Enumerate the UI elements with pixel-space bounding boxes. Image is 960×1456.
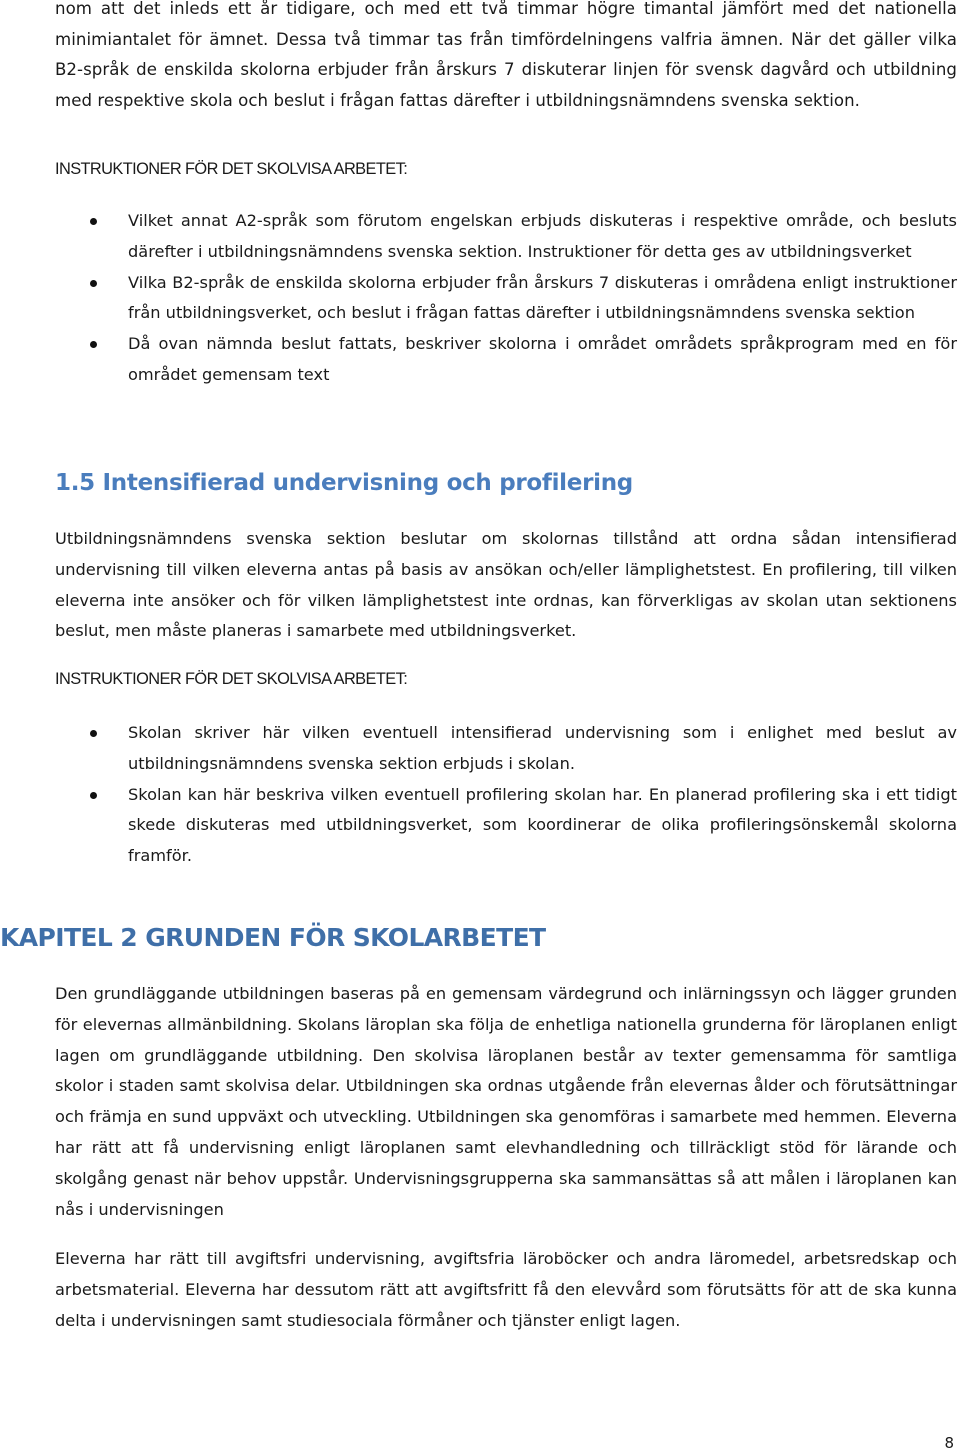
list-item-text: Skolan kan här beskriva vilken eventuell profilering skolan har. En planerad profilering ska i ett tidigt skede diskuteras med utbildningsverket, som koordinerar de olika profileringsönskemål skolorna framför. <box>128 784 957 866</box>
instructions-list-2 <box>55 718 957 872</box>
list-item <box>55 268 957 330</box>
bullet-icon <box>90 341 97 348</box>
chapter-paragraph-2: Eleverna har rätt till avgiftsfri undervisning, avgiftsfria läroböcker och andra läromedel, arbetsredskap och arbetsmaterial. Eleverna har dessutom rätt att avgiftsfritt få den elevvård som förutsätts för att de ska kunna delta i undervisningen samt studiesociala förmåner och tjänster enligt lagen. <box>55 1249 957 1330</box>
section-heading: 1.5 Intensifierad undervisning och profilering <box>55 470 633 496</box>
list-item <box>55 206 957 268</box>
list-item-text: Vilket annat A2-språk som förutom engelskan erbjuds diskuteras i respektive område, och besluts därefter i utbildningsnämndens svenska sektion. Instruktioner för detta ges av utbildningsverket <box>128 211 957 261</box>
list-item-text: Då ovan nämnda beslut fattats, beskriver skolorna i området områdets språkprogram med en för området gemensam text <box>128 334 957 384</box>
intro-paragraph: nom att det inleds ett år tidigare, och med ett två timmar högre timantal jämfört med det nationella minimiantalet för ämnet. Dessa två timmar tas från timfördelningens valfria ämnen. När det gäller vilka B2-språk de enskilda skolorna erbjuder från årskurs 7 diskuterar linjen för svensk dagvård och utbildning med respektive skola och beslut i frågan fattas därefter i utbildningsnämndens svenska sektion. <box>55 0 957 110</box>
instructions-heading-2: INSTRUKTIONER FÖR DET SKOLVISA ARBETET: <box>55 670 408 688</box>
chapter-heading: KAPITEL 2 GRUNDEN FÖR SKOLARBETET <box>0 923 546 952</box>
chapter-paragraph-1: Den grundläggande utbildningen baseras på en gemensam värdegrund och inlärningssyn och lägger grunden för elevernas allmänbildning. Skolans läroplan ska följa de enhetliga nationella grunderna för läroplanen enligt lagen om grundläggande utbildning. Den skolvisa läroplanen består av texter gemensamma för samtliga skolor i staden samt skolvisa delar. Utbildningen ska ordnas utgående från elevernas ålder och förutsättningar och främja en sund uppväxt och utveckling. Utbildningen ska genomföras i samarbete med hemmen. Eleverna har rätt att få undervisning enligt läroplanen samt elevhandledning och tillräckligt stöd för lärande och skolgång genast när behov uppstår. Undervisningsgrupperna ska sammansättas så att målen i läroplanen kan nås i undervisningen <box>55 984 957 1219</box>
list-item <box>55 780 957 872</box>
bullet-icon <box>90 218 97 225</box>
instructions-heading-1: INSTRUKTIONER FÖR DET SKOLVISA ARBETET: <box>55 160 408 178</box>
list-item <box>55 329 957 391</box>
page-number: 8 <box>944 1434 954 1452</box>
bullet-icon <box>90 792 97 799</box>
section-paragraph: Utbildningsnämndens svenska sektion beslutar om skolornas tillstånd att ordna sådan intensifierad undervisning till vilken eleverna antas på basis av ansökan och/eller lämplighetstest. En profilering, till vilken eleverna inte ansöker och för vilken lämplighetstest inte ordnas, kan förverkligas av skolan utan sektionens beslut, men måste planeras i samarbete med utbildningsverket. <box>55 529 957 641</box>
list-item-text: Vilka B2-språk de enskilda skolorna erbjuder från årskurs 7 diskuteras i områdena enligt instruktioner från utbildningsverket, och beslut i frågan fattas därefter i utbildningsnämndens svenska sektion <box>128 272 957 323</box>
instructions-list-1 <box>55 206 957 391</box>
list-item-text: Skolan skriver här vilken eventuell intensifierad undervisning som i enlighet med beslut av utbildningsnämndens svenska sektion erbjuds i skolan. <box>128 723 957 773</box>
bullet-icon <box>90 280 97 287</box>
list-item <box>55 718 957 780</box>
bullet-icon <box>90 730 97 737</box>
